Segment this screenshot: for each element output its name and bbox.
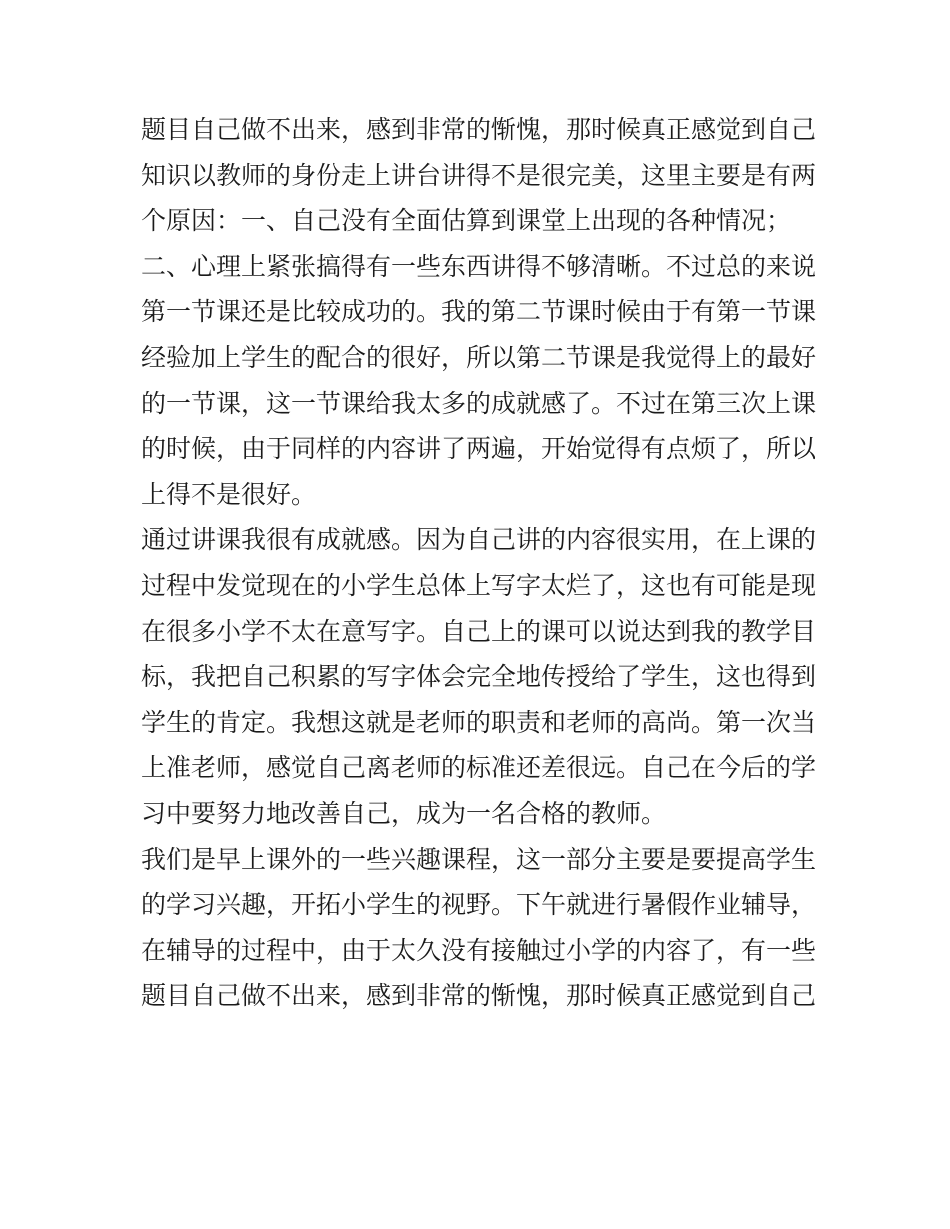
- text-line: 的时候，由于同样的内容讲了两遍，开始觉得有点烦了，所以: [141, 434, 817, 464]
- text-line: 知识以教师的身份走上讲台讲得不是很完美，这里主要是有两: [141, 160, 817, 190]
- text-line: 习中要努力地改善自己，成为一名合格的教师。: [141, 798, 667, 828]
- text-line: 通过讲课我很有成就感。因为自己讲的内容很实用，在上课的: [141, 525, 817, 555]
- text-line: 在很多小学不太在意写字。自己上的课可以说达到我的教学目: [141, 616, 817, 646]
- text-line: 标，我把自己积累的写字体会完全地传授给了学生，这也得到: [141, 662, 817, 692]
- text-line: 的一节课，这一节课给我太多的成就感了。不过在第三次上课: [141, 388, 817, 418]
- text-line: 的学习兴趣，开拓小学生的视野。下午就进行暑假作业辅导，: [141, 890, 817, 920]
- text-line: 上得不是很好。: [141, 479, 317, 509]
- text-line: 上准老师，感觉自己离老师的标准还差很远。自己在今后的学: [141, 753, 817, 783]
- body-text: [141, 107, 821, 1019]
- text-line: 我们是早上课外的一些兴趣课程，这一部分主要是要提高学生: [141, 844, 817, 874]
- text-line: 第一节课还是比较成功的。我的第二节课时候由于有第一节课: [141, 297, 817, 327]
- text-line: 在辅导的过程中，由于太久没有接触过小学的内容了，有一些: [141, 935, 817, 965]
- text-line: 学生的肯定。我想这就是老师的职责和老师的高尚。第一次当: [141, 707, 817, 737]
- text-line: 二、心理上紧张搞得有一些东西讲得不够清晰。不过总的来说: [141, 251, 817, 281]
- text-line: 过程中发觉现在的小学生总体上写字太烂了，这也有可能是现: [141, 570, 817, 600]
- text-line: 经验加上学生的配合的很好，所以第二节课是我觉得上的最好: [141, 342, 817, 372]
- text-line: 个原因：一、自己没有全面估算到课堂上出现的各种情况；: [141, 206, 792, 236]
- text-line: 题目自己做不出来，感到非常的惭愧，那时候真正感觉到自己: [141, 981, 817, 1011]
- text-line: 题目自己做不出来，感到非常的惭愧，那时候真正感觉到自己: [141, 115, 817, 144]
